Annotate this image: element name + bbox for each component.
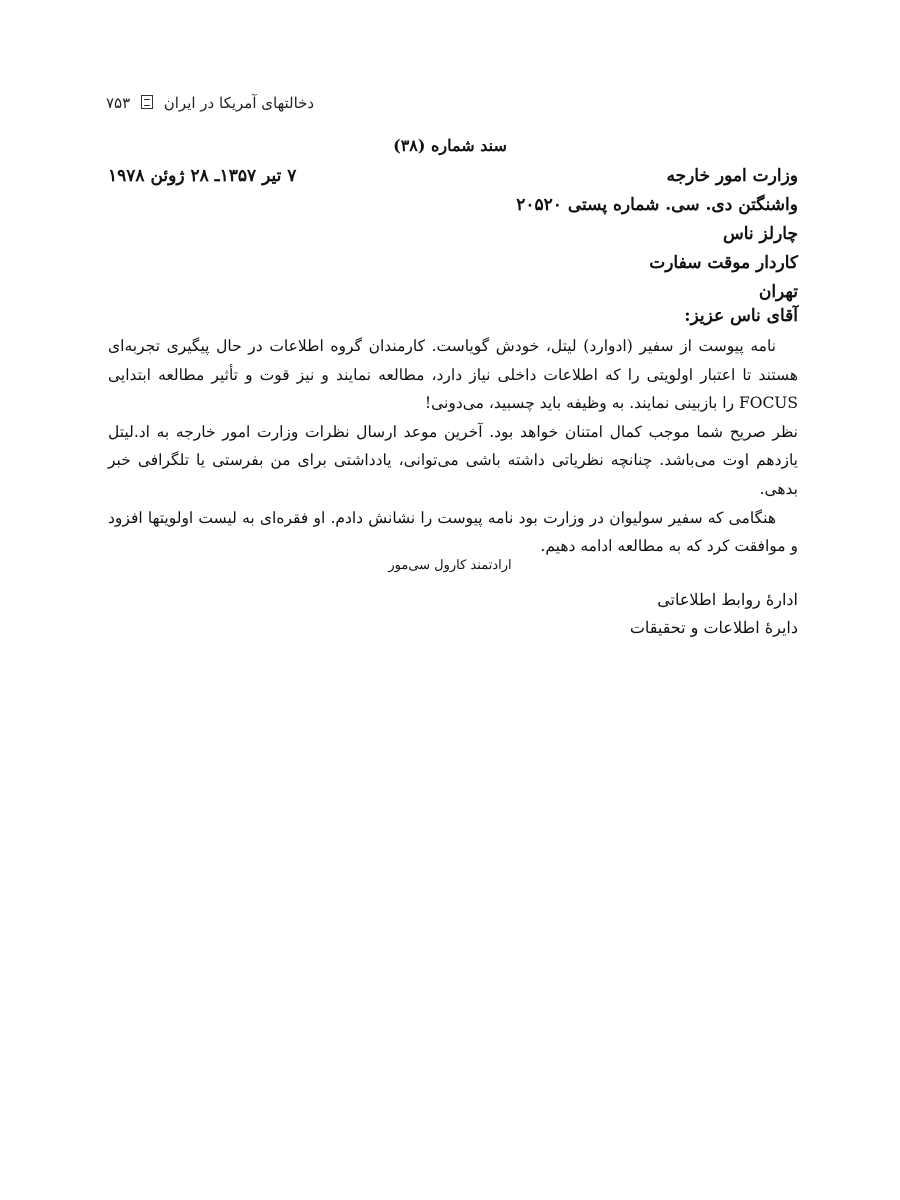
letter-heading [108,162,798,307]
office-line: دایرهٔ اطلاعات و تحقیقات [629,618,798,637]
letter-date: ۷ تیر ۱۳۵۷ـ ۲۸ ژوئن ۱۹۷۸ [108,166,297,186]
recipient-name: چارلز ناس [722,224,798,244]
office-line: ادارهٔ روابط اطلاعاتی [657,590,798,609]
recipient-title: کاردار موقت سفارت [649,253,798,273]
sender-date-row [108,162,798,191]
book-icon [141,95,153,109]
body-paragraph: نظر صریح شما موجب کمال امتنان خواهد بود. آخرین موعد ارسال نظرات وزارت امور خارجه به اد.لیتل یازدهم اوت می‌باشد. چنانچه نظریاتی داشته باشی می‌توانی، یادداشتی برای من بفرستی یا تلگرافی خبر بدهی. [108,422,798,498]
body-paragraph: هنگامی که سفیر سولیوان در وزارت بود نامه پیوست را نشانش دادم. او فقره‌ای به لیست اولویتها افزود و موافقت کرد که به مطالعه ادامه دهیم. [108,508,798,556]
page-number: ۷۵۳ [106,94,131,112]
signature: ارادتمند کارول سی‌مور [388,558,512,573]
running-header [106,94,326,112]
body-paragraph: نامه پیوست از سفیر (ادوارد) لیتل، خودش گویاست. کارمندان گروه اطلاعات در حال پیگیری تجربه‌ای هستند تا اعتبار اولویتی را که اطلاعات داخلی نیاز دارد، مطالعه نمایند و نیز قوت و تأثیر مطالعه ابتدایی FOCUS را بازبینی نمایند. به وظیفه باید چسبید، می‌دونی! [108,337,798,413]
letter-body [108,332,798,561]
office-lines [108,586,798,642]
sender-address: واشنگتن دی. سی. شماره پستی ۲۰۵۲۰ [516,195,798,215]
recipient-city: تهران [758,282,798,302]
book-title: دخالتهای آمریکا در ایران [163,94,315,112]
sender: وزارت امور خارجه [666,166,798,186]
salutation: آقای ناس عزیز: [684,306,798,326]
document-title: سند شماره (۳۸) [393,136,507,155]
